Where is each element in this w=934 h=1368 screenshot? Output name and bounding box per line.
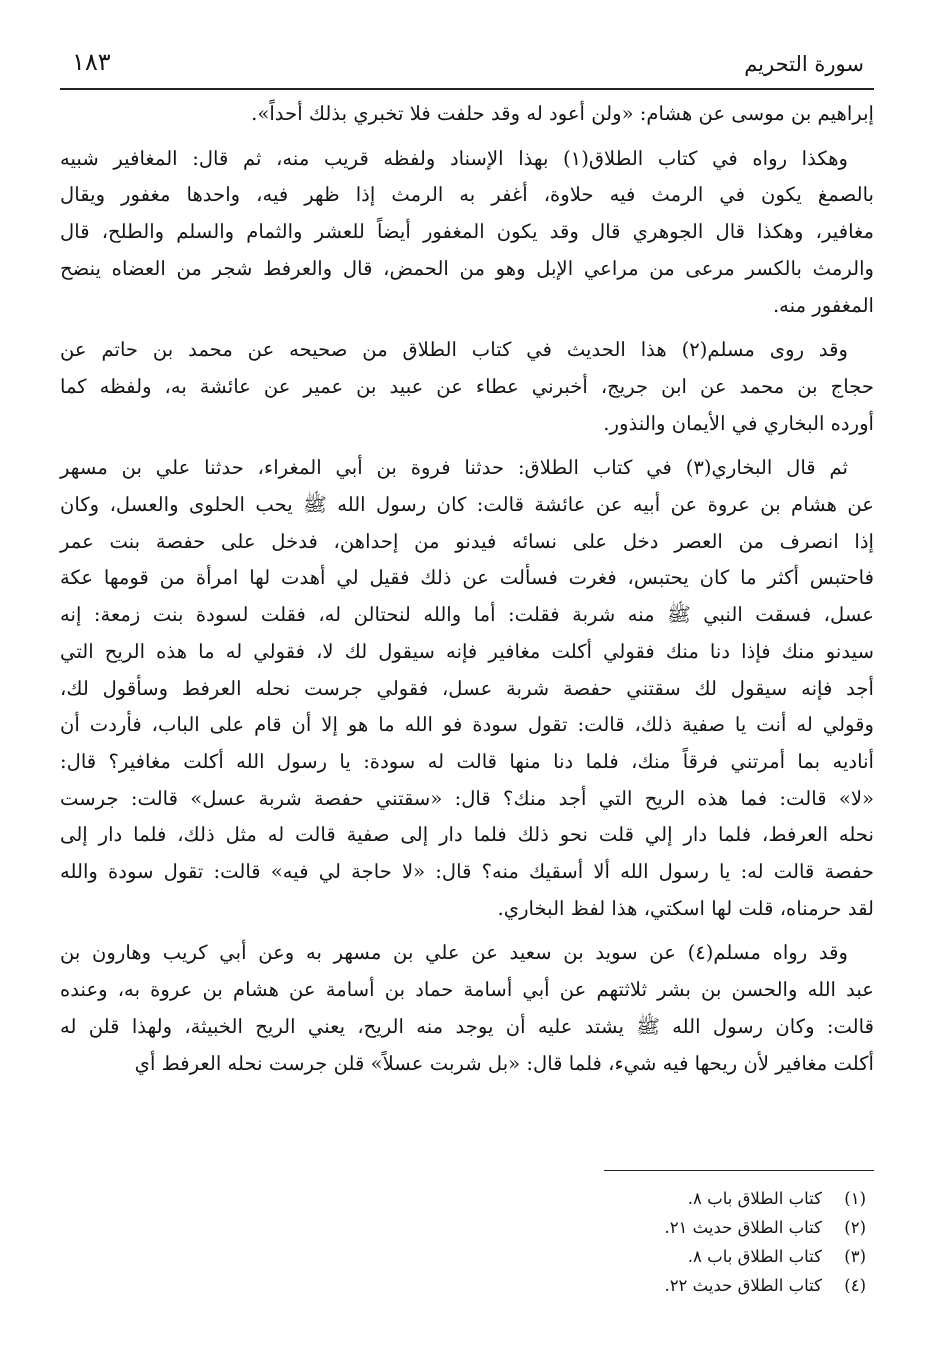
text-line: والرمث بالكسر مرعى من مراعي الإبل وهو من الحمض، قال والعرفط شجر من العضاه ينضح [60,256,874,280]
footnote-text: كتاب الطلاق حديث ٢٢. [664,1276,822,1295]
text-line: حجاج بن محمد عن ابن جريج، أخبرني عطاء عن عبيد بن عمير عن عائشة به، ولفظه كما [60,374,874,398]
footnote-number: (٤) [844,1276,866,1295]
page-number: ١٨٣ [72,48,111,76]
text-line: «لا» قالت: فما هذه الريح التي أجد منك؟ قال: «سقتني حفصة شربة عسل» قالت: جرست [60,786,874,810]
text-line: المغفور منه. [772,293,874,317]
footnote-text: كتاب الطلاق باب ٨. [687,1189,822,1208]
text-line: أناديه بما أمرتني فرقاً منك، فلما دنا منها قالت له سودة: يا رسول الله أكلت مغافير؟ قال: [60,749,874,773]
footnote [664,1242,866,1271]
text-line: أجد فإنه سيقول لك سقتني حفصة شربة عسل، فقولي جرست نحله العرفط وسأقول لك، [60,676,874,700]
text-line: بالصمغ يكون في الرمث فيه حلاوة، أغفر به الرمث إذا ظهر فيه، واحدها مغفور ويقال [60,183,874,207]
text-line: أكلت مغافير لأن ريحها فيه شيء، فلما قال: «بل شربت عسلاً» قلن جرست نحله العرفط أي [134,1051,874,1075]
header-rule [60,88,874,90]
footnote [664,1213,866,1242]
footnotes [664,1184,866,1300]
text-line: إبراهيم بن موسى عن هشام: «ولن أعود له وقد حلفت فلا تخبري بذلك أحداً». [251,102,874,125]
text-line: وهكذا رواه في كتاب الطلاق(١) بهذا الإسناد ولفظه قريب منه، ثم قال: المغافير شبيه [60,146,848,170]
text-line: مغافير، وهكذا قال الجوهري قال وقد يكون المغفور أيضاً للعشر والثمام والسلم والطلح، قال [60,220,874,244]
text-line: عبد الله والحسن بن بشر ثلاثتهم عن أبي أسامة حماد بن أسامة عن هشام بن عروة به، وعنده [60,978,874,1002]
text-line: وقولي له أنت يا صفية ذلك، قالت: تقول سودة فو الله ما هو إلا أن قام على الباب، فأردت أن [60,713,874,737]
text-line: عن هشام بن عروة عن أبيه عن عائشة قالت: كان رسول الله ﷺ يحب الحلوى والعسل، وكان [60,493,874,517]
paragraph [60,935,874,1082]
footnote [664,1271,866,1300]
paragraph [60,141,874,325]
footnote-number: (١) [844,1189,866,1208]
paragraph [60,332,874,442]
text-line: أورده البخاري في الأيمان والنذور. [603,411,874,435]
text-line: وقد روى مسلم(٢) هذا الحديث في كتاب الطلاق من صحيحه عن محمد بن حاتم عن [60,338,848,362]
running-header-title: سورة التحريم [744,52,864,76]
text-line: ثم قال البخاري(٣) في كتاب الطلاق: حدثنا فروة بن أبي المغراء، حدثنا علي بن مسهر [60,456,848,480]
footnote-text: كتاب الطلاق باب ٨. [687,1247,822,1266]
footnote-number: (٣) [844,1247,866,1266]
paragraph [60,450,874,927]
text-line: لقد حرمناه، قلت لها اسكتي، هذا لفظ البخاري. [497,896,874,920]
text-line: نحله العرفط، فلما دار إلي قلت نحو ذلك فلما دار إلى صفية قالت له مثل ذلك، فلما دار إلى [60,823,874,847]
footnote-rule [604,1170,874,1171]
paragraph [60,96,874,133]
main-text [60,96,874,1090]
footnote-text: كتاب الطلاق حديث ٢١. [664,1218,822,1237]
text-line: سيدنو منك فإذا دنا منك فقولي أكلت مغافير فإنه سيقول لك لا، فقولي له ما هذه الريح التي [60,639,874,663]
text-line: وقد رواه مسلم(٤) عن سويد بن سعيد عن علي بن مسهر به وعن أبي كريب وهارون بن [60,941,848,965]
footnote [664,1184,866,1213]
text-line: فاحتبس أكثر ما كان يحتبس، فغرت فسألت عن ذلك فقيل لي أهدت لها امرأة من قومها عكة [60,566,874,590]
text-line: إذا انصرف من العصر دخل على نسائه فيدنو من إحداهن، فدخل على حفصة بنت عمر [60,529,874,553]
footnote-number: (٢) [844,1218,866,1237]
text-line: قالت: وكان رسول الله ﷺ يشتد عليه أن يوجد منه الريح، يعني الريح الخبيثة، ولهذا قلن له [60,1014,874,1038]
text-line: حفصة قالت له: يا رسول الله ألا أسقيك منه؟ قال: «لا حاجة لي فيه» قالت: تقول سودة والله [60,860,874,884]
text-line: عسل، فسقت النبي ﷺ منه شربة فقلت: أما والله لنحتالن له، فقلت لسودة بنت زمعة: إنه [60,603,874,627]
